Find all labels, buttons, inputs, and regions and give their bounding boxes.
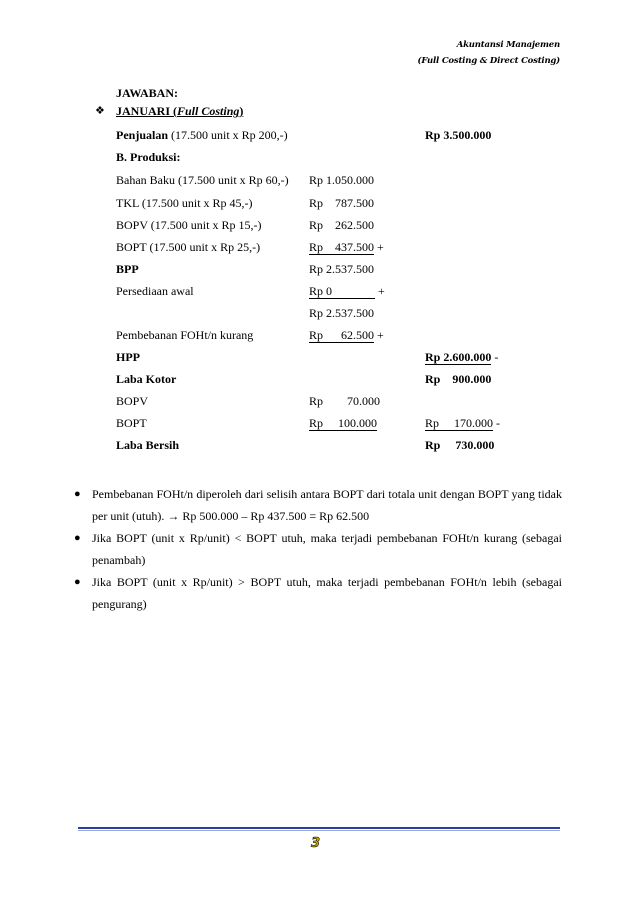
row-bopt-amount: Rp 437.500 + [309, 240, 384, 254]
row-pembebanan-amount: Rp 62.500 + [309, 328, 384, 342]
row-bopv-label: BOPV (17.500 unit x Rp 15,-) [116, 218, 262, 232]
row-b-produksi-label: B. Produksi: [116, 150, 181, 164]
bullet-dot-icon: ● [74, 576, 81, 588]
row-bopt2-label: BOPT [116, 416, 147, 430]
row-bopt2-amount: Rp 100.000 [309, 416, 378, 430]
row-tkl-amount: Rp 787.500 [309, 196, 375, 210]
row-laba-bersih-label: Laba Bersih [116, 438, 180, 452]
notes-list [72, 483, 562, 615]
row-bahan-baku-label: Bahan Baku (17.500 unit x Rp 60,-) [116, 173, 289, 187]
row-penjualan-total: Rp 3.500.000 [425, 128, 492, 142]
note-item: ● Jika BOPT (unit x Rp/unit) > BOPT utuh, maka terjadi pembebanan FOHt/n lebih (sebagai pengurang) [72, 571, 562, 615]
section-title: JANUARI (Full Costing) [116, 104, 244, 118]
jawaban-heading: JAWABAN: [116, 86, 179, 100]
bullet-dot-icon: ● [74, 532, 81, 544]
row-bopt-label: BOPT (17.500 unit x Rp 25,-) [116, 240, 261, 254]
header-title: Akuntansi Manajemen [456, 40, 560, 50]
row-hpp-total: Rp 2.600.000 - [425, 350, 499, 364]
row-laba-bersih-total: Rp 730.000 [425, 438, 495, 452]
row-persediaan-label: Persediaan awal [116, 284, 194, 298]
row-persediaan-amount: Rp 0 + [309, 284, 385, 298]
row-bopt2-total: Rp 170.000 - [425, 416, 501, 430]
row-bopv2-label: BOPV [116, 394, 149, 408]
row-bopv-amount: Rp 262.500 [309, 218, 375, 232]
row-tkl-label: TKL (17.500 unit x Rp 45,-) [116, 196, 253, 210]
row-penjualan-label: Penjualan (17.500 unit x Rp 200,-) [116, 128, 288, 142]
row-laba-kotor-total: Rp 900.000 [425, 372, 492, 386]
diamond-bullet-icon: ❖ [95, 105, 105, 117]
page-number: 3 [311, 836, 321, 851]
bullet-dot-icon: ● [74, 488, 81, 500]
header-subtitle: (Full Costing & Direct Costing) [417, 56, 560, 66]
row-pembebanan-label: Pembebanan FOHt/n kurang [116, 328, 254, 342]
row-bpp-amount: Rp 2.537.500 [309, 262, 375, 276]
footer-rule [78, 827, 560, 829]
row-bopv2-amount: Rp 70.000 [309, 394, 381, 408]
note-item: ● Jika BOPT (unit x Rp/unit) < BOPT utuh, maka terjadi pembebanan FOHt/n kurang (sebagai penambah) [72, 527, 562, 571]
row-subtotal-amount: Rp 2.537.500 [309, 306, 375, 320]
row-bpp-label: BPP [116, 262, 139, 276]
row-hpp-label: HPP [116, 350, 140, 364]
note-item: ● Pembebanan FOHt/n diperoleh dari selisih antara BOPT dari totala unit dengan BOPT yang tidak per unit (utuh). → Rp 500.000 – Rp 437.500 = Rp 62.500 [72, 483, 562, 527]
row-laba-kotor-label: Laba Kotor [116, 372, 177, 386]
row-bahan-baku-amount: Rp 1.050.000 [309, 173, 375, 187]
footer-rule-shadow [78, 830, 560, 831]
